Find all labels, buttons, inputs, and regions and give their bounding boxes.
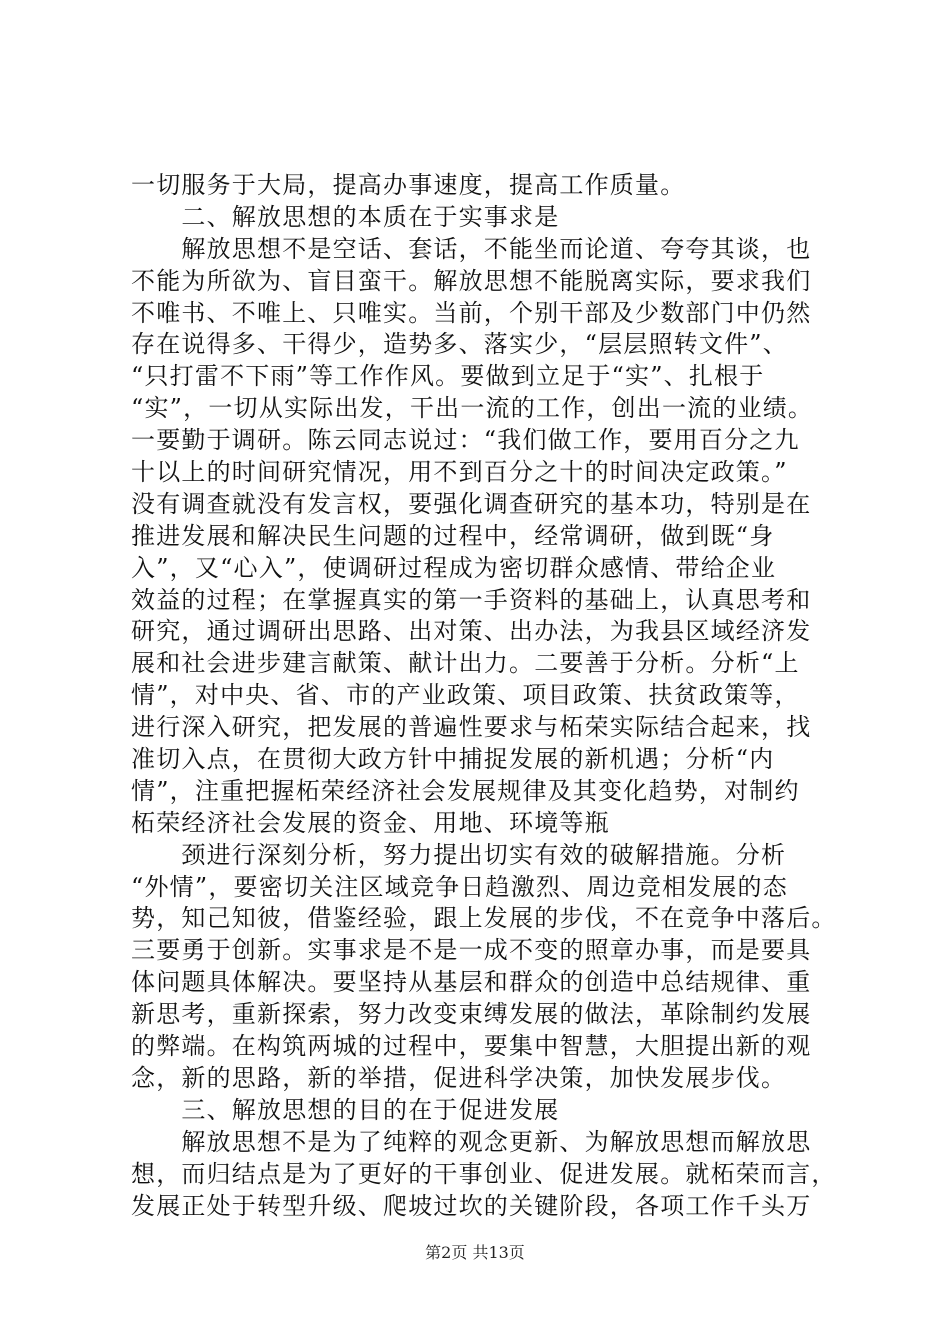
body-line: 研究，通过调研出思路、出对策、出办法，为我县区域经济发 <box>131 617 812 646</box>
body-line: 想，而归结点是为了更好的干事创业、促进发展。就柘荣而言， <box>131 1159 837 1188</box>
body-line: 解放思想不是空话、套话，不能坐而论道、夸夸其谈，也 <box>131 234 812 263</box>
body-line: 存在说得多、干得少，造势多、落实少，“层层照转文件”、 <box>131 330 788 359</box>
body-line: 展和社会进步建言献策、献计出力。二要善于分析。分析“上 <box>131 649 800 678</box>
body-line: 进行深入研究，把发展的普遍性要求与柘荣实际结合起来，找 <box>131 713 812 742</box>
body-line: 势，知己知彼，借鉴经验，跟上发展的步伐，不在竞争中落后。 <box>131 904 837 933</box>
body-line: 效益的过程；在掌握真实的第一手资料的基础上，认真思考和 <box>131 585 812 614</box>
body-line: 不唯书、不唯上、只唯实。当前，个别干部及少数部门中仍然 <box>131 298 812 327</box>
body-line: 念，新的思路，新的举措，促进科学决策，加快发展步伐。 <box>131 1063 787 1092</box>
section-heading-3: 三、解放思想的目的在于促进发展 <box>131 1095 560 1124</box>
body-line: 体问题具体解决。要坚持从基层和群众的创造中总结规律、重 <box>131 968 812 997</box>
document-body <box>131 170 837 1222</box>
body-line: 一要勤于调研。陈云同志说过：“我们做工作，要用百分之九 <box>131 426 800 455</box>
body-line: 推进发展和解决民生问题的过程中，经常调研，做到既“身 <box>131 521 775 550</box>
body-line: 准切入点，在贯彻大政方针中捕捉发展的新机遇；分析“内 <box>131 745 775 774</box>
body-line: 解放思想不是为了纯粹的观念更新、为解放思想而解放思 <box>131 1127 812 1156</box>
body-line: 的弊端。在构筑两城的过程中，要集中智慧，大胆提出新的观 <box>131 1032 812 1061</box>
section-heading-2: 二、解放思想的本质在于实事求是 <box>131 202 560 231</box>
body-line: 入”，又“心入”，使调研过程成为密切群众感情、带给企业 <box>131 553 777 582</box>
body-line: 柘荣经济社会发展的资金、用地、环境等瓶 <box>131 808 610 837</box>
body-line: “只打雷不下雨”等工作作风。要做到立足于“实”、扎根于 <box>131 362 765 391</box>
body-line: 颈进行深刻分析，努力提出切实有效的破解措施。分析 <box>131 840 787 869</box>
body-line: “实”，一切从实际出发，干出一流的工作，创出一流的业绩。 <box>131 394 814 423</box>
body-line: 不能为所欲为、盲目蛮干。解放思想不能脱离实际，要求我们 <box>131 266 812 295</box>
body-line: 发展正处于转型升级、爬坡过坎的关键阶段，各项工作千头万 <box>131 1191 812 1220</box>
body-line: 十以上的时间研究情况，用不到百分之十的时间决定政策。” <box>131 458 788 487</box>
body-line: 三要勇于创新。实事求是不是一成不变的照章办事，而是要具 <box>131 936 812 965</box>
body-line: 新思考，重新探索，努力改变束缚发展的做法，革除制约发展 <box>131 1000 812 1029</box>
body-line: “外情”，要密切关注区域竞争日趋激烈、周边竞相发展的态 <box>131 872 788 901</box>
body-line: 情”，注重把握柘荣经济社会发展规律及其变化趋势，对制约 <box>131 776 800 805</box>
body-line: 情”，对中央、省、市的产业政策、项目政策、扶贫政策等， <box>131 681 800 710</box>
body-line: 没有调查就没有发言权，要强化调查研究的基本功，特别是在 <box>131 489 812 518</box>
page-number-footer: 第2页 共13页 <box>425 1243 525 1262</box>
body-line: 一切服务于大局，提高办事速度，提高工作质量。 <box>131 171 686 199</box>
